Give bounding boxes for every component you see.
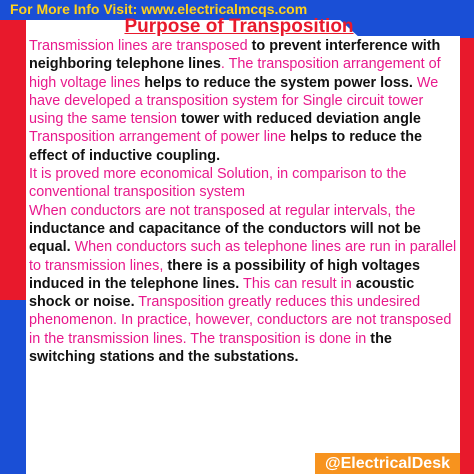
- text-segment: there is a possibility of high voltages induced in the telephone lines.: [29, 257, 421, 292]
- banner-text: For More Info Visit: www.electricalmcqs.com: [10, 1, 308, 17]
- body-text: [29, 37, 459, 366]
- blue-left-band: [0, 300, 26, 474]
- text-segment: helps to reduce the effect of inductive coupling.: [29, 129, 422, 164]
- text-segment: We have developed a transposition system for Single circuit tower using the same tension: [29, 74, 439, 128]
- text-segment: . The transposition arrangement of high voltage lines: [29, 56, 441, 91]
- text-segment: When conductors are not transposed at regular intervals, the: [29, 202, 416, 219]
- text-segment: It is proved more economical Solution, in comparison to the conventional transposition system: [29, 166, 407, 201]
- page-title: Purpose of Transposition: [124, 16, 354, 37]
- footer-handle-badge: [315, 453, 460, 474]
- text-segment: Transmission lines are transposed: [29, 38, 252, 54]
- text-segment: tower with reduced deviation angle: [181, 111, 421, 128]
- text-segment: Transposition arrangement of power line: [29, 129, 291, 146]
- text-segment: helps to reduce the system power loss.: [144, 74, 413, 91]
- red-right-band: [460, 20, 474, 474]
- text-segment: Transposition greatly reduces this undesired phenomenon. In practice, however, conductors are not transposed in the transmission lines. The transposition is done in: [29, 294, 452, 347]
- text-segment: the switching stations and the substations.: [29, 330, 392, 366]
- text-segment: acoustic shock or noise.: [29, 275, 415, 311]
- text-segment: When conductors such as telephone lines are run in parallel to transmission lines,: [29, 239, 457, 274]
- text-segment: inductance and capacitance of the conductors will not be equal.: [29, 220, 421, 256]
- text-segment: to prevent interference with neighboring telephone lines: [29, 38, 441, 73]
- text-segment: This can result in: [239, 275, 356, 292]
- footer-handle: @ElectricalDesk: [324, 455, 450, 472]
